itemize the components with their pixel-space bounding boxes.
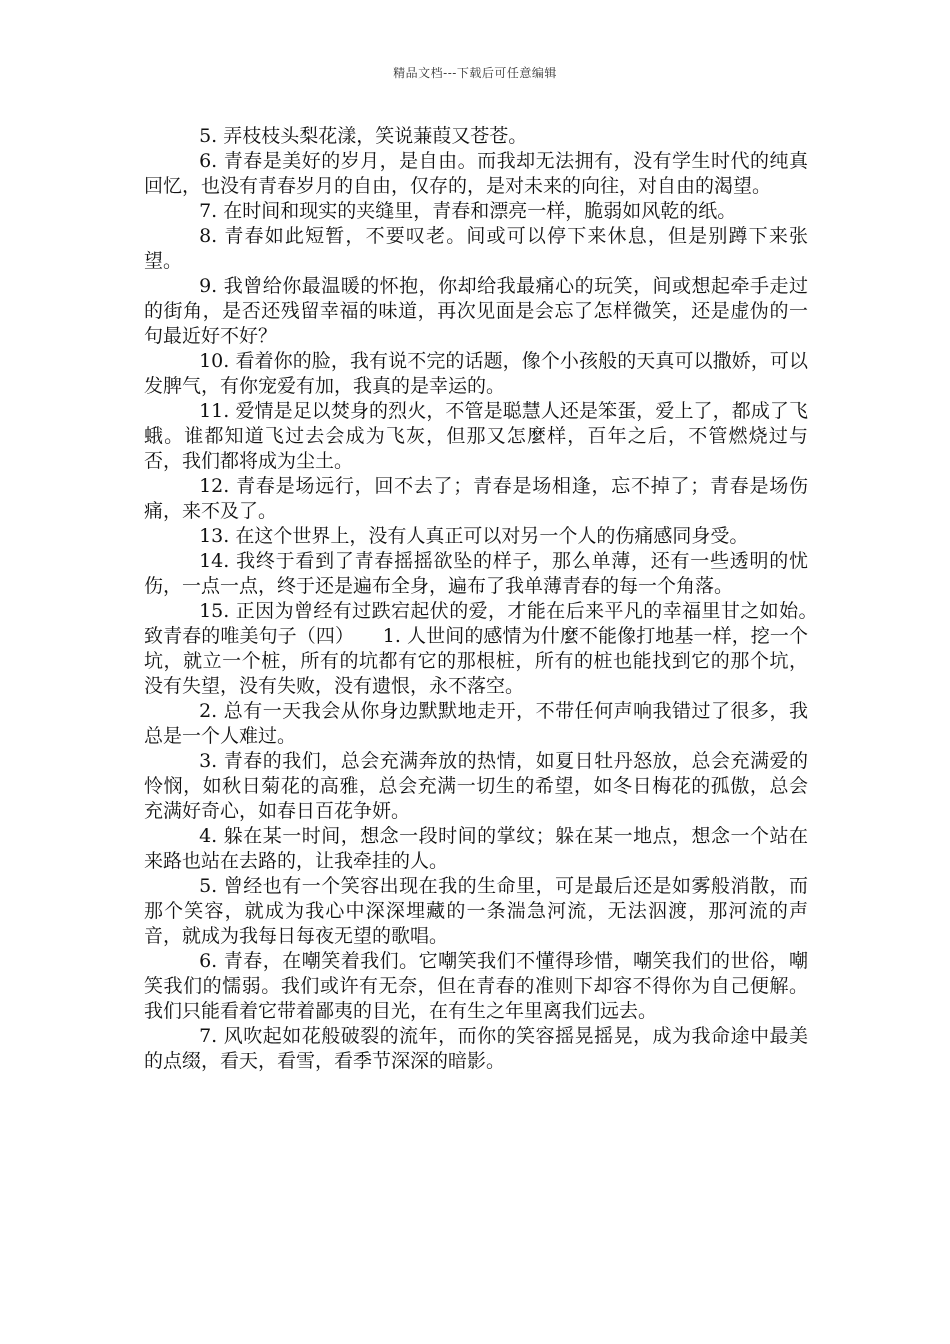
paragraph-14: 4. 躲在某一时间，想念一段时间的掌纹；躲在某一地点，想念一个站在来路也站在去路的，让我牵挂的人。 [144, 825, 808, 872]
paragraph-17: 7. 风吹起如花般破裂的流年，而你的笑容摇晃摇晃，成为我命途中最美的点缀，看天，看雪，看季节深深的暗影。 [144, 1025, 808, 1072]
paragraph-9: 13. 在这个世界上，没有人真正可以对另一个人的伤痛感同身受。 [199, 525, 749, 547]
paragraph-15: 5. 曾经也有一个笑容出现在我的生命里，可是最后还是如雾般消散，而那个笑容，就成为我心中深深埋藏的一条湍急河流，无法泅渡，那河流的声音，就成为我每日每夜无望的歌唱。 [144, 875, 808, 947]
paragraph-3: 7. 在时间和现实的夹缝里，青春和漂亮一样，脆弱如风乾的纸。 [199, 200, 737, 222]
paragraph-2: 6. 青春是美好的岁月，是自由。而我却无法拥有，没有学生时代的纯真回忆，也没有青春岁月的自由，仅存的，是对未来的向往，对自由的渴望。 [144, 150, 808, 197]
paragraph-1: 5. 弄枝枝头梨花漾，笑说蒹葭又苍苍。 [199, 125, 528, 147]
paragraph-10: 14. 我终于看到了青春摇摇欲坠的样子，那么单薄，还有一些透明的忧伤，一点一点，终于还是遍布全身，遍布了我单薄青春的每一个角落。 [144, 550, 808, 597]
paragraph-7: 11. 爱情是足以焚身的烈火，不管是聪慧人还是笨蛋，爱上了，都成了飞蛾。谁都知道飞过去会成为飞灰，但那又怎麼样，百年之后，不管燃烧过与否，我们都将成为尘土。 [144, 400, 808, 472]
document-body [144, 124, 847, 1074]
paragraph-11: 15. 正因为曾经有过跌宕起伏的爱，才能在后来平凡的幸福里甘之如始。 致青春的唯美句子（四） 1. 人世间的感情为什麼不能像打地基一样，挖一个坑，就立一个桩，所有的坑都有它的那根桩，所有的桩也能找到它的那个坑，没有失望，没有失败，没有遗恨，永不落空。 [144, 600, 847, 697]
paragraph-6: 10. 看着你的脸，我有说不完的话题，像个小孩般的天真可以撒娇，可以发脾气，有你宠爱有加，我真的是幸运的。 [144, 350, 808, 397]
paragraph-16: 6. 青春，在嘲笑着我们。它嘲笑我们不懂得珍惜，嘲笑我们的世俗，嘲笑我们的懦弱。我们或许有无奈，但在青春的准则下却容不得你为自己便解。我们只能看着它带着鄙夷的目光，在有生之年里离我们远去。 [144, 950, 808, 1022]
paragraph-12: 2. 总有一天我会从你身边默默地走开，不带任何声响我错过了很多，我总是一个人难过。 [144, 700, 808, 747]
page-header: 精品文档---下载后可任意编辑 [393, 66, 557, 80]
paragraph-4: 8. 青春如此短暂，不要叹老。间或可以停下来休息，但是别蹲下来张望。 [144, 225, 808, 272]
paragraph-5: 9. 我曾给你最温暖的怀抱，你却给我最痛心的玩笑，间或想起牵手走过的街角，是否还残留幸福的味道，再次见面是会忘了怎样微笑，还是虚伪的一句最近好不好？ [144, 275, 808, 347]
paragraph-13: 3. 青春的我们，总会充满奔放的热情，如夏日牡丹怒放，总会充满爱的怜悯，如秋日菊花的高雅，总会充满一切生的希望，如冬日梅花的孤傲，总会充满好奇心，如春日百花争妍。 [144, 750, 808, 822]
paragraph-8: 12. 青春是场远行，回不去了；青春是场相逢，忘不掉了；青春是场伤痛，来不及了。 [144, 475, 808, 522]
